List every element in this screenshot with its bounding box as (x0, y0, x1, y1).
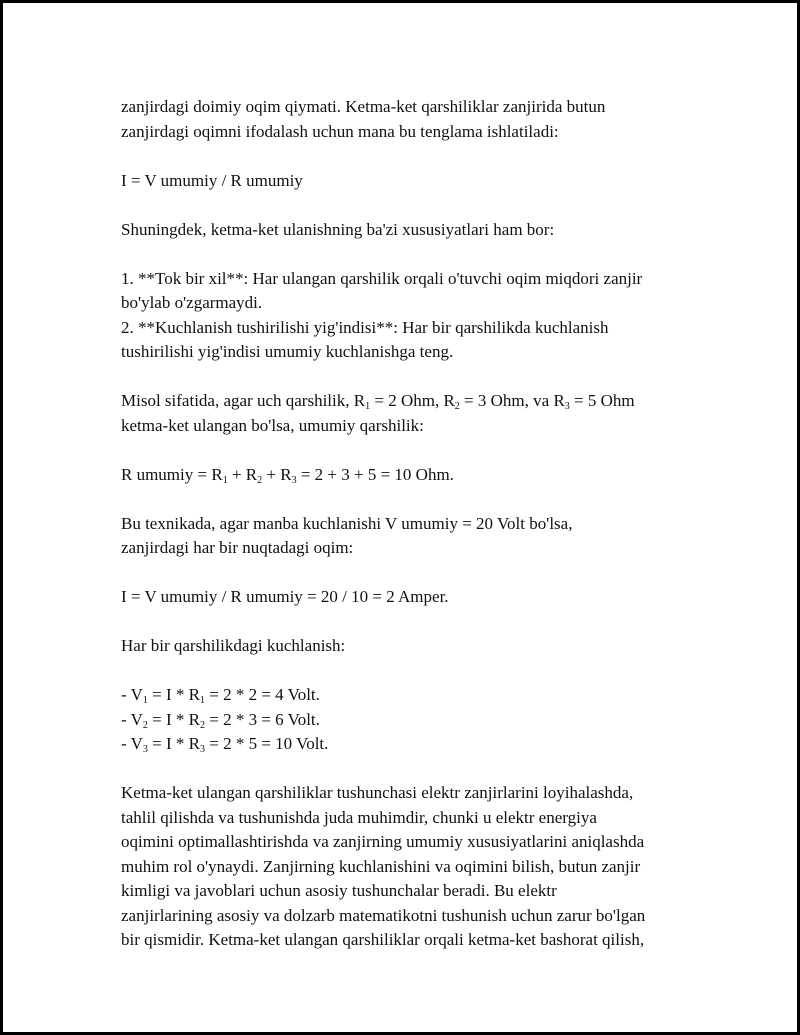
conclusion-line: oqimini optimallashtirishda va zanjirning umumiy xususiyatlarini aniqlashda (121, 832, 645, 851)
conclusion-line: muhim rol o'ynaydi. Zanjirning kuchlanishini va oqimini bilish, butun zanjir (121, 856, 641, 876)
voltage-line-1: Bu texnikada, agar manba kuchlanishi V umumiy = 20 Volt bo'lsa, (121, 513, 573, 533)
property-1-line-2: bo'ylab o'zgarmaydi. (121, 293, 263, 312)
property-1-line-1: 1. **Tok bir xil**: Har ulangan qarshilik orqali o'tuvchi oqim miqdori zanjir (121, 268, 643, 288)
conclusion-line: tahlil qilishda va tushunishda juda muhimdir, chunki u elektr energiya (121, 807, 597, 827)
properties-intro: Shuningdek, ketma-ket ulanishning ba'zi xususiyatlari ham bor: (121, 219, 555, 239)
example-lead: Misol sifatida, agar uch qarshilik, (121, 391, 354, 410)
conclusion-line: zanjirlarining asosiy va dolzarb matematikotni tushunish uchun zarur bo'lgan (121, 905, 646, 925)
voltage-list-item-1: - $V_1 = I * R_1 = 2 * 2 = 4$ Volt. (121, 685, 320, 706)
conclusion-line: Ketma-ket ulangan qarshiliklar tushunchasi elektr zanjirlarini loyihalashda, (121, 783, 634, 802)
current-formula: I = V umumiy / R umumiy (121, 170, 303, 190)
property-2-line-2: tushirilishi yig'indisi umumiy kuchlanishga teng. (121, 342, 454, 361)
conclusion-line: bir qismidir. Ketma-ket ulangan qarshiliklar orqali ketma-ket bashorat qilish, (121, 930, 645, 949)
example-line-1: Misol sifatida, agar uch qarshilik, $R_1 = 2$ Ohm, $R_2 = 3$ Ohm, va $R_3 = 5$ Ohm (121, 391, 635, 412)
paragraph-line: zanjirdagi oqimni ifodalash uchun mana bu tenglama ishlatiladi: (121, 121, 559, 141)
paragraph-line: zanjirdagi doimiy oqim qiymati. Ketma-ket qarshiliklar zanjirida butun (121, 97, 606, 116)
total-resistance-formula: R umumiy = $R_1 + R_2 + R_3 = 2 + 3 + 5 = 10$ Ohm. (121, 464, 454, 486)
current-calculation: I = V umumiy / R umumiy = 20 / 10 = 2 Amper. (121, 587, 449, 606)
conclusion-line: kimligi va javoblari uchun asosiy tushunchalar beradi. Bu elektr (121, 881, 557, 900)
conclusion-paragraph (121, 781, 701, 953)
voltage-line-2: zanjirdagi har bir nuqtadagi oqim: (121, 538, 354, 557)
document-body (121, 95, 701, 953)
voltage-list-item-3: - $V_3 = I * R_3 = 2 * 5 = 10$ Volt. (121, 734, 329, 755)
property-2-line-1: 2. **Kuchlanish tushirilishi yig'indisi**: Har bir qarshilikda kuchlanish (121, 317, 609, 337)
voltage-list-item-2: - $V_2 = I * R_2 = 2 * 3 = 6$ Volt. (121, 709, 320, 731)
example-line-2: ketma-ket ulangan bo'lsa, umumiy qarshilik: (121, 415, 424, 435)
voltage-each-heading: Har bir qarshilikdagi kuchlanish: (121, 636, 346, 655)
